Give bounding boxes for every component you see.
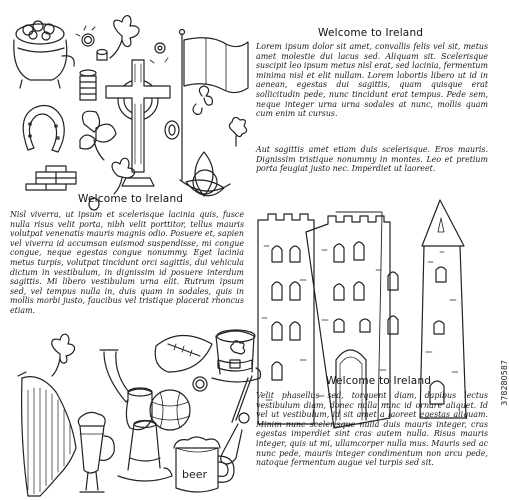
shamrock-icon [229,117,246,146]
pot-of-gold-icon [14,21,74,88]
shamrock-icon [231,341,245,354]
gold-bricks-icon [26,166,76,190]
section-title-middle-left: Welcome to Ireland [78,193,184,205]
section-title-top-right: Welcome to Ireland [318,27,424,39]
shamrock-icon [52,334,75,376]
coin-stack-icon [80,50,107,101]
shamrock-icon [110,16,139,58]
stock-id: 378280587 [500,360,509,406]
irish-coffee-icon [78,412,114,492]
coin-icon [193,377,207,391]
section-paragraph-bottom-right: Velit phasellus sed, torquent diam, dapibus lectus vestibulum diam, donec nulla nunc id ornare aliquet. Id vel ut vestibulum, id sit amet a laoreet egestas aliquam. Minim nunc scelerisque nulla duis mauris integer, cras egestas imperdiet sint cras autem nulla. Risus mauris integer, quis ut mi, ullamcorper nulla mus. Mauris sed ac nunc pede, mauris integer condimentum non arcu pede, natoque fermentum augue vel turpis sed sit. [256,391,488,468]
horseshoe-icon [23,106,64,152]
section-paragraph-top-right-1: Lorem ipsum dolor sit amet, convallis felis vel sit, metus amet molestie dui lacus sed. Aliquam sit. Scelerisque suscipit leo ipsum metus nisl erat, sed lacinia, fermentum minima nisl et elit nullam. Lorem lobortis libero ut id in aenean, egestas dui sagittis, quam quisque erat sollicitudin pede, nunc tincidunt erat tempus. Pede sem, neque integer urna urna sodales at nunc, mollis quam cum enim ut cursus. [256,42,488,119]
rugby-ball-icon [155,335,212,372]
ornament-icon [150,43,168,63]
beer-mug-label: beer [182,468,208,481]
section-title-bottom-right: Welcome to Ireland [326,375,432,387]
beer-mug-icon [174,437,234,492]
coin-icon [76,26,95,46]
pipe-icon [100,350,152,430]
shamrock-icon [112,158,135,194]
celtic-cross-icon [106,60,170,186]
section-paragraph-top-right-2: Aut sagittis amet etiam duis scelerisque. Eros mauris. Dignissim tristique nonummy in montes. Leo et pretium porta feugiat justo nec. Imperdiet ut laoreet. [256,145,488,174]
triskele-icon [193,86,212,114]
flag-icon [180,30,249,181]
leprechaun-hat-icon [212,330,261,382]
coin-icon [165,121,179,139]
sliotar-icon [239,413,249,423]
section-paragraph-middle-left: Nisl viverra, ut ipsum et scelerisque lacinia quis, fusce nulla risus velit porta, nibh velit porttitor, tellus mauris volutpat venenatis mauris magnis odio. Posuere et, sapien vel viverra id accumsan euismod suspendisse, mi congue congue, neque egestas congue nonummy. Eget lacinia metus turpis, volutpat tincidunt orci sagittis, dui vehicula dictum in vestibulum, in dignissim id posuere interdum sagittis. Mi libero vestibulum urna elit. Rutrum ipsum sed, vel tempus nulla in, duis quam in sodales, quis in mollis morbi justo, faucibus vel tristique placerat rhoncus etiam. [10,210,244,315]
leaf-icon [80,111,116,160]
hurling-stick-icon [221,376,252,464]
celtic-knot-icon [180,152,230,196]
stock-id-strip [496,30,509,500]
harp-icon [18,372,76,496]
